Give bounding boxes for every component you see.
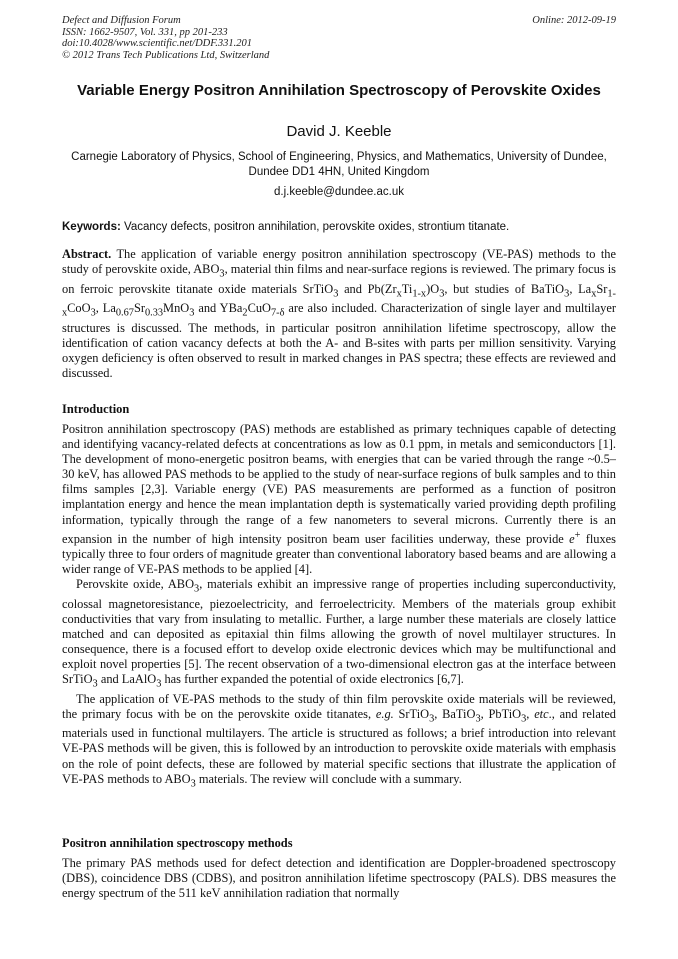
intro-paragraph-1 [62, 422, 616, 577]
subscript: 3 [219, 268, 225, 280]
subscript: 3 [194, 583, 200, 595]
affiliation: Carnegie Laboratory of Physics, School of Engineering, Physics, and Mathematics, University of Dundee, Dundee DD1 4HN, United Kingdom [71, 151, 607, 178]
abstract-text: Sr [133, 301, 145, 316]
subscript: x [591, 288, 597, 300]
subscript: 7-δ [270, 307, 285, 319]
subscript: 1-x [62, 288, 616, 319]
subscript: 0.33 [144, 307, 164, 319]
subscript: 3 [333, 288, 339, 300]
abstract-text: Ti [401, 281, 413, 296]
abstract [62, 247, 616, 381]
intro-text: , materials exhibit an impressive range of properties including superconductivity, colossal magnetoresistance, piezoelectricity, and ferroelectricity. Members of the materials group exhibit conductivities that vary from insulating to metallic. Further, a large number these materials are closely lattice matched and can deposited as epitaxial thin films allowing the growth of novel multilayer structures. In consequence, there is a focused effort to develop oxide electronic devices which may be multifunctional and exploit novel properties [5]. The recent observation of a two-dimensional electron gas at the interface between SrTiO [62, 577, 617, 687]
intro-text: etc [534, 706, 549, 721]
abstract-text: The application of variable energy positron annihilation spectroscopy (VE-PAS) methods to the study of perovskite oxide, ABO [62, 247, 616, 277]
pas-methods-body: The primary PAS methods used for defect detection and identification are Doppler-broadened spectroscopy (DBS), coincidence DBS (CDBS), and positron annihilation lifetime spectroscopy (PALS). DBS measures the energy spectrum of the 511 keV annihilation radiation that normally [62, 856, 616, 901]
keywords-label: Keywords: [62, 221, 121, 233]
abstract-text: , but studies of BaTiO [444, 281, 565, 296]
section-heading-pas-methods: Positron annihilation spectroscopy methods [62, 836, 293, 850]
copyright-line: © 2012 Trans Tech Publications Ltd, Switzerland [62, 49, 270, 61]
intro-text: , PbTiO [480, 706, 522, 721]
subscript: 3 [92, 678, 98, 690]
subscript: 3 [156, 678, 162, 690]
subscript: 3 [475, 713, 481, 725]
intro-text: e [569, 531, 575, 546]
subscript: 3 [439, 288, 445, 300]
abstract-text: , material thin films and near-surface regions is reviewed. The primary focus is on ferroic perovskite titanate oxide materials SrTiO [62, 262, 617, 296]
abstract-text: , La [95, 301, 116, 316]
intro-text: fluxes typically three to four orders of magnitude greater than conventional laboratory based beams and are allowing a wider range of VE-PAS methods to be applied [4]. [62, 531, 616, 576]
subscript: 2 [242, 307, 248, 319]
intro-text: and LaAlO [97, 672, 157, 687]
introduction-body [62, 422, 616, 791]
abstract-label: Abstract. [62, 247, 112, 261]
subscript: 3 [564, 288, 570, 300]
intro-text: materials. The review will conclude with a summary. [195, 771, 462, 786]
section-heading-introduction: Introduction [62, 402, 130, 416]
intro-text: , [526, 706, 535, 721]
intro-text: Perovskite oxide, ABO [76, 577, 195, 592]
doi-line: doi:10.4028/www.scientific.net/DDF.331.201 [62, 38, 253, 49]
abstract-text: CoO [67, 301, 91, 316]
abstract-text: MnO [163, 301, 190, 316]
superscript: + [574, 529, 581, 541]
keywords-text: Vacancy defects, positron annihilation, perovskite oxides, strontium titanate. [124, 221, 510, 233]
intro-text: ., and related materials used in functional multilayers. The article is structured as follows; a brief introduction into relevant VE-PAS methods will be given, this is followed by an introduction to perovskite oxide materials with emphasis on the role of point defects, these are followed by material specific sections that illustrate the application of VE-PAS methods to ABO [62, 706, 617, 786]
author-name: David J. Keeble [286, 123, 392, 140]
intro-text: The application of VE-PAS methods to the study of thin film perovskite oxide materials will be reviewed, the primary focus with be on the perovskite oxide titanates, [62, 691, 616, 721]
intro-text: has further expanded the potential of oxide electronics [6,7]. [161, 672, 464, 687]
abstract-text: )O [426, 281, 440, 296]
abstract-text: are also included. Characterization of single layer and multilayer structures is discussed. The methods, in particular positron annihilation lifetime spectroscopy, allow the identification of cation vacancy defects at both the A- and B-sites with parts per million sensitivity. Varying oxygen deficiency is often observed to result in marked changes in PAS spectra; these effects are reviewed and discussed. [62, 301, 617, 381]
subscript: x [396, 288, 402, 300]
keywords [62, 220, 616, 235]
subscript: 3 [90, 307, 96, 319]
subscript: 0.67 [115, 307, 134, 319]
author-email: d.j.keeble@dundee.ac.uk [274, 186, 404, 198]
subscript: 3 [190, 778, 196, 790]
subscript: 1-x [412, 288, 427, 300]
abstract-text: , La [569, 281, 592, 296]
issn-line: ISSN: 1662-9507, Vol. 331, pp 201-233 [62, 26, 228, 38]
intro-paragraph-3 [62, 692, 616, 792]
abstract-text: and YBa [194, 301, 243, 316]
intro-paragraph-2 [62, 577, 616, 692]
intro-text: , BaTiO [434, 706, 476, 721]
abstract-paragraph [62, 247, 616, 381]
journal-name: Defect and Diffusion Forum [62, 15, 181, 26]
subscript: 3 [189, 307, 195, 319]
intro-text: SrTiO [393, 706, 430, 721]
paper-title: Variable Energy Positron Annihilation Spectroscopy of Perovskite Oxides [77, 82, 601, 99]
subscript: 3 [429, 713, 435, 725]
subscript: 3 [521, 713, 527, 725]
intro-text: Positron annihilation spectroscopy (PAS) methods are established as primary techniques capable of detecting and identifying vacancy-related defects at concentrations as low as 0.1 ppm, in metals and semiconductors [1]. The development of mono-energetic positron beams, with energies that can be varied through the range ~0.5–30 keV, has allowed PAS methods to be applied to the study of near-surface regions of bulk samples and to thin films samples [2,3]. Variable energy (VE) PAS measurements are performed as a function of positron implantation energy and hence the mean implantation depth is systematically varied providing depth profiling information, typically through the range of a few nanometers to several microns. Currently there is an expansion in the number of high intensity positron beam user facilities underway, these provide [62, 422, 616, 546]
intro-text: e.g. [375, 706, 394, 721]
abstract-text: Sr [596, 281, 608, 296]
journal-header [62, 15, 269, 61]
abstract-text: CuO [247, 301, 271, 316]
online-date: Online: 2012-09-19 [532, 15, 616, 26]
abstract-text: and Pb(Zr [338, 281, 397, 296]
